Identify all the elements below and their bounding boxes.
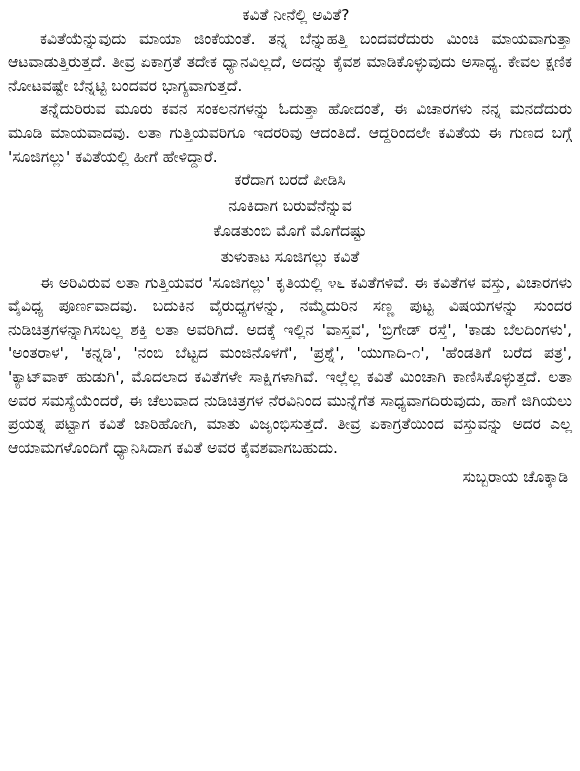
document-title: ಕವಿತೆ ನೀನೆಲ್ಲಿ ಅವಿತೆ?: [242, 6, 350, 24]
paragraph-intro: ಕವಿತೆಯೆನ್ನುವುದು ಮಾಯಾ ಜಿಂಕೆಯಂತೆ. ತನ್ನ ಬೆನ್ನುಹತ್ತಿ ಬಂದವರೆದುರು ಮಿಂಚಿ ಮಾಯವಾಗುತ್ತಾ ಆಟವಾಡುತ್ತಿರುತ್ತದೆ. ತೀವ್ರ ಏಕಾಗ್ರತೆ ತದೇಕ ಧ್ಯಾನವಿಲ್ಲದೆ, ಅದನ್ನು ಕೈವಶ ಮಾಡಿಕೊಳ್ಳುವುದು ಅಸಾಧ್ಯ. ಕೇವಲ ಕ್ಷಣಿಕ ನೋಟವಷ್ಟೇ ಬೆನ್ನಟ್ಟಿ ಬಂದವರ ಭಾಗ್ಯವಾಗುತ್ತದೆ.: [8, 29, 572, 95]
author-signature: ಸುಬ್ಬರಾಯ ಚೊಕ್ಕಾಡಿ: [462, 468, 568, 487]
poem-line-2: ನೂಕಿದಾಗ ಬರುವೆನೆನ್ನುವ: [228, 196, 352, 215]
poem-line-4: ತುಳುಕಾಟ ಸೂಜಿಗಲ್ಲು ಕವಿತೆ: [220, 247, 360, 266]
paragraph-review: ಈ ಅರಿವಿರುವ ಲತಾ ಗುತ್ತಿಯವರ 'ಸೂಜಿಗಲ್ಲು' ಕೃತಿಯಲ್ಲಿ ೪೬ ಕವಿತೆಗಳಿವೆ. ಈ ಕವಿತೆಗಳ ವಸ್ತು, ವಿಚಾರಗಳು ವೈವಿಧ್ಯ ಪೂರ್ಣವಾದವು. ಬದುಕಿನ ವೈರುಧ್ಯಗಳನ್ನು, ನಮ್ಮೆದುರಿನ ಸಣ್ಣ ಪುಟ್ಟ ವಿಷಯಗಳನ್ನು ಸುಂದರ ನುಡಿಚಿತ್ರಗಳನ್ನಾಗಿಸಬಲ್ಲ ಶಕ್ತಿ ಲತಾ ಅವರಿಗಿದೆ. ಅದಕ್ಕೆ ಇಲ್ಲಿನ 'ವಾಸ್ತವ', 'ಬ್ರಿಗೇಡ್ ರಸ್ತೆ', 'ಕಾಡು ಬೆಲದಿಂಗಳು', 'ಅಂತರಾಳ', 'ಕನ್ನಡಿ', 'ನಂಬಿ ಬೆಟ್ಟದ ಮಂಜಿನೊಳಗೆ', 'ಪ್ರಶ್ನೆ', 'ಯುಗಾದಿ-೧', 'ಹೆಂಡತಿಗೆ ಬರೆದ ಪತ್ರ', 'ಕ್ಯಾಟ್‌ವಾಕ್ ಹುಡುಗಿ', ಮೊದಲಾದ ಕವಿತೆಗಳೇ ಸಾಕ್ಷಿಗಳಾಗಿವೆ. ಇಲ್ಲೆಲ್ಲ ಕವಿತೆ ಮಿಂಚಾಗಿ ಕಾಣಿಸಿಕೊಳ್ಳುತ್ತದೆ. ಲತಾ ಅವರ ಸಮಸ್ಯೆಯೆಂದರೆ, ಈ ಚೆಲುವಾದ ನುಡಿಚಿತ್ರಗಳ ನೆರವಿನಿಂದ ಮುನ್ನೆಗೆತ ಸಾಧ್ಯವಾಗದಿರುವುದು, ಹಾಗೆ ಜಿಗಿಯಲು ಪ್ರಯತ್ನ ಪಟ್ಟಾಗ ಕವಿತೆ ಜಾರಿಹೋಗಿ, ಮಾತು ವಿಜೃಂಭಿಸುತ್ತದೆ. ತೀವ್ರ ಏಕಾಗ್ರತೆಯಿಂದ ವಸ್ತುವನ್ನು ಅದರ ಎಲ್ಲ ಆಯಾಮಗಳೊಂದಿಗೆ ಧ್ಯಾನಿಸಿದಾಗ ಕವಿತೆ ಅವರ ಕೈವಶವಾಗಬಹುದು.: [8, 273, 572, 457]
poem-line-3: ಕೊಡತುಂಬಿ ಮೊಗೆ ಮೊಗೆದಷ್ಟು: [213, 222, 367, 241]
paragraph-collections: ತನ್ನೆದುರಿರುವ ಮೂರು ಕವನ ಸಂಕಲನಗಳನ್ನು ಓದುತ್ತಾ ಹೋದಂತೆ, ಈ ವಿಚಾರಗಳು ನನ್ನ ಮನದೆದುರು ಮೂಡಿ ಮಾಯವಾದವು. ಲತಾ ಗುತ್ತಿಯವರಿಗೂ ಇದರರಿವು ಆದಂತಿದೆ. ಆದ್ದರಿಂದಲೇ ಕವಿತೆಯ ಈ ಗುಣದ ಬಗ್ಗೆ 'ಸೂಜಿಗಲ್ಲು' ಕವಿತೆಯಲ್ಲಿ ಹೀಗೆ ಹೇಳಿದ್ದಾರೆ.: [8, 100, 572, 166]
poem-excerpt: [8, 169, 572, 269]
poem-line-1: ಕರೆದಾಗ ಬರದೆ ಪೀಡಿಸಿ: [234, 171, 346, 190]
